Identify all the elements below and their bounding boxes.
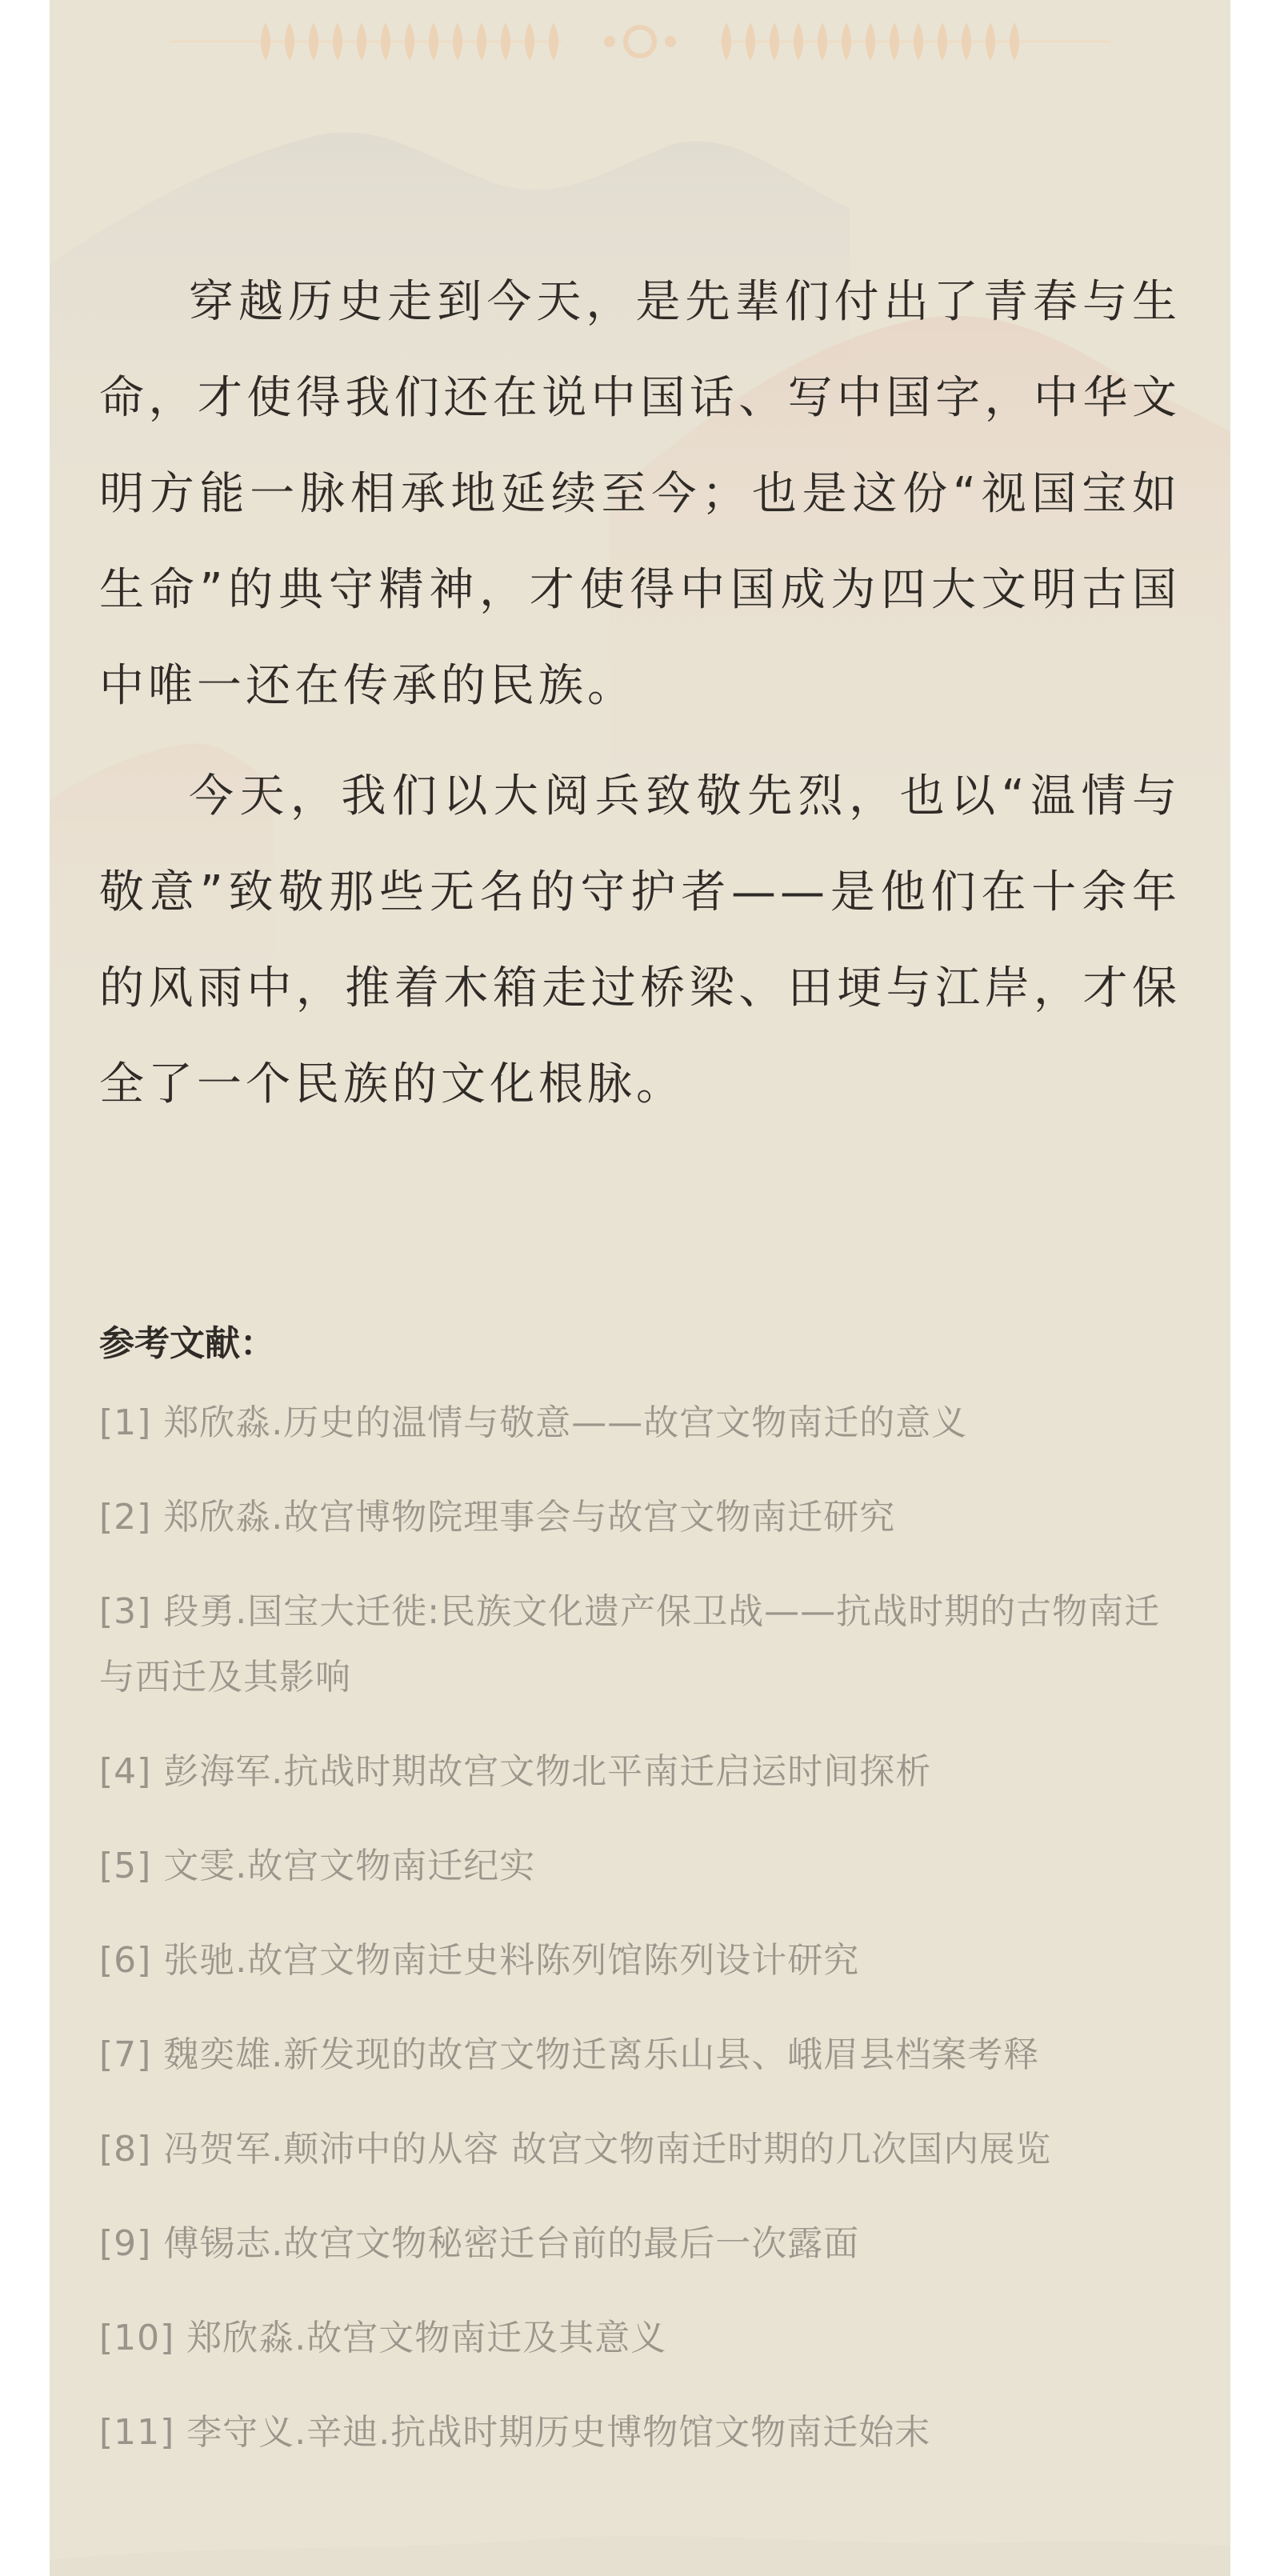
right-margin <box>1230 0 1280 2576</box>
reference-item-6: [6] 张驰.故宫文物南迁史料陈列馆陈列设计研究 <box>99 1940 860 1981</box>
reference-item-11: [11] 李守义.辛迪.抗战时期历史博物馆文物南迁始末 <box>99 2412 931 2453</box>
article-paragraph-2: 今天，我们以大阅兵致敬先烈，也以“温情与敬意”致敬那些无名的守护者——是他们在十余年的风雨中，推着木箱走过桥梁、田埂与江岸，才保全了一个民族的文化根脉。 <box>99 770 1181 1110</box>
references-title: 参考文献： <box>99 1323 275 1364</box>
article-paragraph-1: 穿越历史走到今天，是先辈们付出了青春与生命，才使得我们还在说中国话、写中国字，中华文明方能一脉相承地延续至今；也是这份“视国宝如生命”的典守精神，才使得中国成为四大文明古国中唯一还在传承的民族。 <box>99 276 1181 712</box>
reference-item-10: [10] 郑欣淼.故宫文物南迁及其意义 <box>99 2318 667 2358</box>
references-section <box>99 1312 1181 2494</box>
reference-item-2: [2] 郑欣淼.故宫博物院理事会与故宫文物南迁研究 <box>99 1497 896 1538</box>
reference-item-7: [7] 魏奕雄.新发现的故宫文物迁离乐山县、峨眉县档案考释 <box>99 2034 1040 2075</box>
bottom-mountain-fade-icon <box>50 2512 1230 2576</box>
reference-item-4: [4] 彭海军.抗战时期故宫文物北平南迁启运时间探析 <box>99 1751 932 1792</box>
left-margin <box>0 0 50 2576</box>
reference-item-9: [9] 傅锡志.故宫文物秘密迁台前的最后一次露面 <box>99 2223 860 2264</box>
reference-item-1: [1] 郑欣淼.历史的温情与敬意——故宫文物南迁的意义 <box>99 1402 968 1443</box>
wheat-sun-ornament-icon <box>50 0 1230 88</box>
reference-item-3: [3] 段勇.国宝大迁徙:民族文化遗产保卫战——抗战时期的古物南迁与西迁及其影响 <box>99 1591 1161 1698</box>
reference-item-5: [5] 文雯.故宫文物南迁纪实 <box>99 1846 536 1886</box>
article-card <box>50 0 1230 2576</box>
reference-item-8: [8] 冯贺军.颠沛中的从容 故宫文物南迁时期的几次国内展览 <box>99 2129 1052 2170</box>
article-body <box>99 254 1181 1133</box>
